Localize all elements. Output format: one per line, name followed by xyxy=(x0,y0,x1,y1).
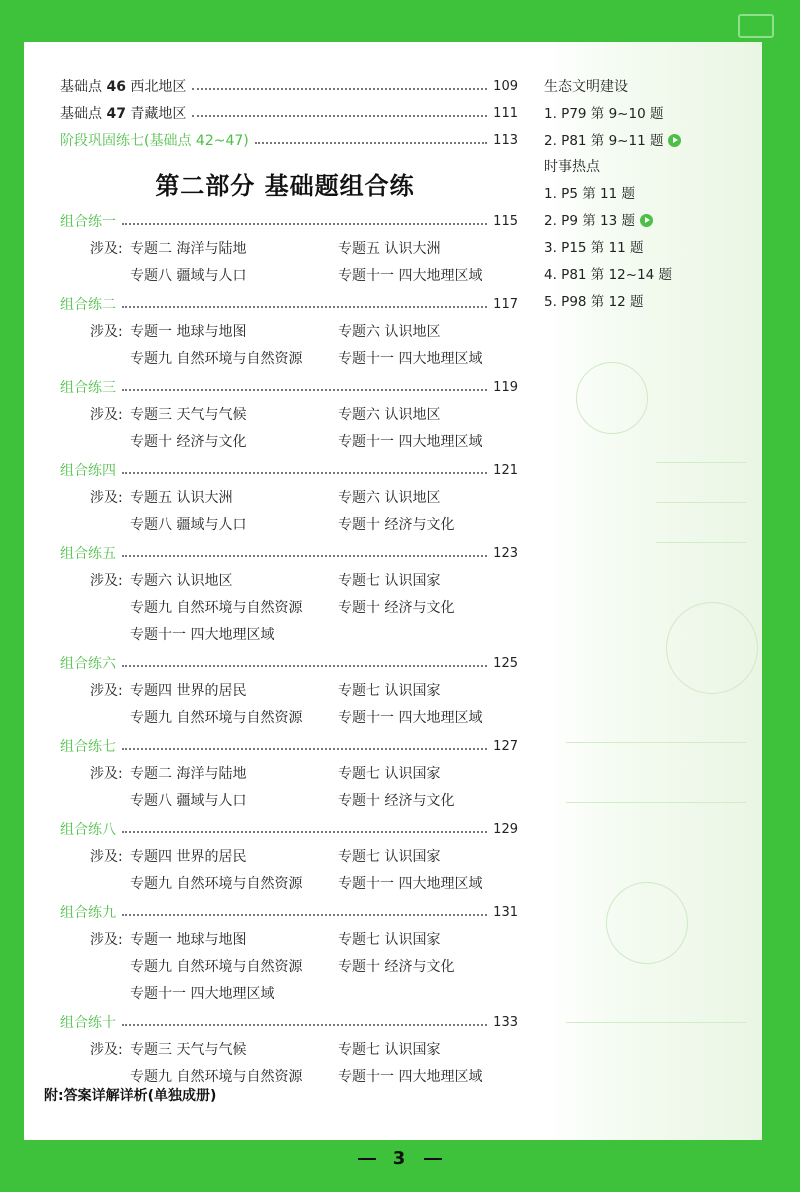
decorative-line xyxy=(656,462,746,463)
toc-entry-label: 组合练六 xyxy=(60,656,116,672)
page-number-dash xyxy=(424,1158,442,1160)
decorative-circle xyxy=(576,362,648,434)
covered-topic: 专题三 天气与气候 xyxy=(130,407,247,423)
leader-dots xyxy=(122,555,487,557)
covered-topic: 专题一 地球与地图 xyxy=(130,324,247,340)
toc-entry-label: 组合练九 xyxy=(60,905,116,921)
covered-topic: 专题十一 四大地理区域 xyxy=(338,1069,483,1085)
sidebar-item[interactable] xyxy=(544,290,644,310)
decorative-side-panel xyxy=(546,42,762,1140)
toc-entry-label: 组合练一 xyxy=(60,214,116,230)
toc-entry-label: 组合练二 xyxy=(60,297,116,313)
covered-topic: 专题七 认识国家 xyxy=(338,683,441,699)
leader-dots xyxy=(255,142,487,144)
covered-topic: 专题十一 四大地理区域 xyxy=(338,434,483,450)
sidebar-item[interactable] xyxy=(544,129,681,149)
covered-topic: 专题十一 四大地理区域 xyxy=(338,710,483,726)
covered-topic: 专题九 自然环境与自然资源 xyxy=(130,876,303,892)
covered-topic: 专题九 自然环境与自然资源 xyxy=(130,959,303,975)
sidebar-item[interactable] xyxy=(544,263,672,283)
sidebar-item-label: 2. P9 第 13 题 xyxy=(544,213,635,229)
covered-topic: 专题十 经济与文化 xyxy=(130,434,247,450)
decorative-line xyxy=(656,542,746,543)
sidebar-item[interactable] xyxy=(544,102,663,122)
covers-prefix: 涉及: xyxy=(90,490,123,506)
toc-page-number: 117 xyxy=(493,296,518,312)
toc-entry-combination-9[interactable] xyxy=(60,901,518,923)
leader-dots xyxy=(122,389,487,391)
covers-prefix: 涉及: xyxy=(90,241,123,257)
decorative-line xyxy=(566,802,746,803)
leader-dots xyxy=(122,831,487,833)
covered-topic: 专题六 认识地区 xyxy=(338,490,441,506)
covered-topic: 专题六 认识地区 xyxy=(130,573,233,589)
toc-entry-combination-1[interactable] xyxy=(60,210,518,232)
toc-entry-stage-review[interactable] xyxy=(60,129,518,151)
toc-entry-label: 基础点 46 西北地区 xyxy=(60,79,187,95)
corner-decoration xyxy=(738,14,774,38)
leader-dots xyxy=(122,1024,487,1026)
sidebar-item-label: 5. P98 第 12 题 xyxy=(544,294,644,310)
sidebar-item-label: 3. P15 第 11 题 xyxy=(544,240,644,256)
leader-dots xyxy=(122,914,487,916)
covers-prefix: 涉及: xyxy=(90,1042,123,1058)
toc-entry-combination-5[interactable] xyxy=(60,542,518,564)
covered-topic: 专题四 世界的居民 xyxy=(130,683,247,699)
toc-entry-label: 组合练三 xyxy=(60,380,116,396)
covered-topic: 专题九 自然环境与自然资源 xyxy=(130,351,303,367)
sidebar-eco-title: 生态文明建设 xyxy=(544,79,628,95)
toc-page-number: 127 xyxy=(493,738,518,754)
toc-page-number: 131 xyxy=(493,904,518,920)
toc-entry-combination-7[interactable] xyxy=(60,735,518,757)
play-video-icon[interactable] xyxy=(668,134,681,147)
toc-page-number: 121 xyxy=(493,462,518,478)
covered-topic: 专题七 认识国家 xyxy=(338,573,441,589)
sidebar-news-title: 时事热点 xyxy=(544,159,600,175)
covered-topic: 专题八 疆域与人口 xyxy=(130,793,247,809)
toc-entry-combination-8[interactable] xyxy=(60,818,518,840)
decorative-circle xyxy=(666,602,758,694)
covered-topic: 专题三 天气与气候 xyxy=(130,1042,247,1058)
sidebar-item-label: 1. P79 第 9~10 题 xyxy=(544,106,664,122)
covered-topic: 专题十一 四大地理区域 xyxy=(338,351,483,367)
sidebar-item[interactable] xyxy=(544,236,644,256)
toc-page-number: 115 xyxy=(493,213,518,229)
covered-topic: 专题九 自然环境与自然资源 xyxy=(130,1069,303,1085)
sidebar-item[interactable] xyxy=(544,182,635,202)
covers-prefix: 涉及: xyxy=(90,573,123,589)
covers-prefix: 涉及: xyxy=(90,324,123,340)
covers-prefix: 涉及: xyxy=(90,766,123,782)
toc-page xyxy=(24,42,762,1140)
toc-page-number: 113 xyxy=(493,132,518,148)
toc-page-number: 119 xyxy=(493,379,518,395)
toc-entry-46[interactable] xyxy=(60,75,518,97)
covered-topic: 专题十 经济与文化 xyxy=(338,600,455,616)
toc-entry-combination-3[interactable] xyxy=(60,376,518,398)
covers-prefix: 涉及: xyxy=(90,849,123,865)
toc-entry-label: 组合练七 xyxy=(60,739,116,755)
decorative-line xyxy=(656,502,746,503)
toc-entry-label: 阶段巩固练七(基础点 42~47) xyxy=(60,133,249,149)
covered-topic: 专题十一 四大地理区域 xyxy=(338,876,483,892)
toc-page-number: 111 xyxy=(493,105,518,121)
leader-dots xyxy=(192,115,487,117)
covered-topic: 专题六 认识地区 xyxy=(338,324,441,340)
toc-entry-label: 组合练十 xyxy=(60,1015,116,1031)
covers-prefix: 涉及: xyxy=(90,683,123,699)
covered-topic: 专题五 认识大洲 xyxy=(130,490,233,506)
decorative-line xyxy=(566,742,746,743)
leader-dots xyxy=(192,88,487,90)
toc-page-number: 109 xyxy=(493,78,518,94)
toc-page-number: 125 xyxy=(493,655,518,671)
toc-entry-combination-6[interactable] xyxy=(60,652,518,674)
leader-dots xyxy=(122,748,487,750)
toc-entry-label: 组合练八 xyxy=(60,822,116,838)
toc-page-number: 129 xyxy=(493,821,518,837)
covered-topic: 专题四 世界的居民 xyxy=(130,849,247,865)
covered-topic: 专题七 认识国家 xyxy=(338,766,441,782)
play-video-icon[interactable] xyxy=(640,214,653,227)
covered-topic: 专题五 认识大洲 xyxy=(338,241,441,257)
toc-entry-label: 基础点 47 青藏地区 xyxy=(60,106,187,122)
covered-topic: 专题一 地球与地图 xyxy=(130,932,247,948)
covered-topic: 专题十 经济与文化 xyxy=(338,793,455,809)
covered-topic: 专题二 海洋与陆地 xyxy=(130,241,247,257)
covered-topic: 专题十一 四大地理区域 xyxy=(130,627,275,643)
toc-entry-combination-2[interactable] xyxy=(60,293,518,315)
appendix-note: 附:答案详解详析(单独成册) xyxy=(44,1088,217,1104)
toc-page-number: 133 xyxy=(493,1014,518,1030)
sidebar-item-label: 1. P5 第 11 题 xyxy=(544,186,635,202)
sidebar-item[interactable] xyxy=(544,209,653,229)
covered-topic: 专题七 认识国家 xyxy=(338,849,441,865)
toc-entry-combination-10[interactable] xyxy=(60,1011,518,1033)
toc-entry-combination-4[interactable] xyxy=(60,459,518,481)
covered-topic: 专题十 经济与文化 xyxy=(338,959,455,975)
covered-topic: 专题八 疆域与人口 xyxy=(130,517,247,533)
covered-topic: 专题八 疆域与人口 xyxy=(130,268,247,284)
decorative-line xyxy=(566,1022,746,1023)
toc-entry-label: 组合练五 xyxy=(60,546,116,562)
covers-prefix: 涉及: xyxy=(90,407,123,423)
covered-topic: 专题七 认识国家 xyxy=(338,1042,441,1058)
leader-dots xyxy=(122,223,487,225)
sidebar-item-label: 4. P81 第 12~14 题 xyxy=(544,267,673,283)
leader-dots xyxy=(122,472,487,474)
covered-topic: 专题九 自然环境与自然资源 xyxy=(130,710,303,726)
covered-topic: 专题十 经济与文化 xyxy=(338,517,455,533)
covered-topic: 专题六 认识地区 xyxy=(338,407,441,423)
covered-topic: 专题二 海洋与陆地 xyxy=(130,766,247,782)
covered-topic: 专题九 自然环境与自然资源 xyxy=(130,600,303,616)
leader-dots xyxy=(122,665,487,667)
covered-topic: 专题七 认识国家 xyxy=(338,932,441,948)
covers-prefix: 涉及: xyxy=(90,932,123,948)
covered-topic: 专题十一 四大地理区域 xyxy=(130,986,275,1002)
sidebar-item-label: 2. P81 第 9~11 题 xyxy=(544,133,664,149)
leader-dots xyxy=(122,306,487,308)
toc-page-number: 123 xyxy=(493,545,518,561)
toc-entry-47[interactable] xyxy=(60,102,518,124)
page-number: 3 xyxy=(392,1148,408,1169)
section-title: 第二部分 基础题组合练 xyxy=(155,171,415,200)
covered-topic: 专题十一 四大地理区域 xyxy=(338,268,483,284)
toc-entry-label: 组合练四 xyxy=(60,463,116,479)
decorative-circle xyxy=(606,882,688,964)
